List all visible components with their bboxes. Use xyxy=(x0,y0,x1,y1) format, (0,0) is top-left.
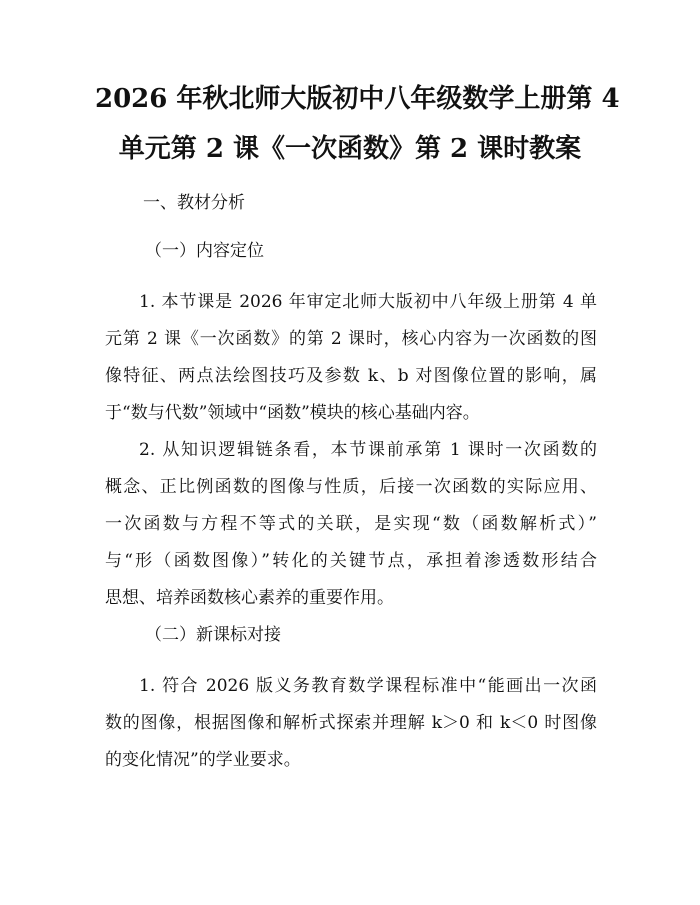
paragraph-line: 概念、正比例函数的图像与性质，后接一次函数的实际应用、 xyxy=(105,477,597,497)
paragraph-line: 1. 本节课是 2026 年审定北师大版初中八年级上册第 4 单 xyxy=(139,292,597,312)
section-heading: 一、教材分析 xyxy=(143,193,245,213)
paragraph-line: 数的图像，根据图像和解析式探索并理解 k＞0 和 k＜0 时图像 xyxy=(105,713,597,733)
paragraph-line: 于“数与代数”领域中“函数”模块的核心基础内容。 xyxy=(105,403,480,423)
subsection-heading-content-positioning: （一）内容定位 xyxy=(145,241,264,261)
paragraph-line: 1. 符合 2026 版义务教育数学课程标准中“能画出一次函 xyxy=(139,676,597,696)
paragraph-line: 像特征、两点法绘图技巧及参数 k、b 对图像位置的影响，属 xyxy=(105,366,597,386)
paragraph-line: 元第 2 课《一次函数》的第 2 课时，核心内容为一次函数的图 xyxy=(105,329,597,349)
paragraph-curriculum-alignment-1 xyxy=(105,668,597,779)
paragraph-content-positioning-1 xyxy=(105,284,597,432)
document-title-line-2: 单元第 2 课《一次函数》第 2 课时教案 xyxy=(118,134,582,164)
paragraph-line: 与“形（函数图像）”转化的关键节点，承担着渗透数形结合 xyxy=(105,551,597,571)
paragraph-content-positioning-2 xyxy=(105,432,597,617)
paragraph-line: 2. 从知识逻辑链条看，本节课前承第 1 课时一次函数的 xyxy=(139,440,597,460)
paragraph-line: 思想、培养函数核心素养的重要作用。 xyxy=(105,588,394,608)
paragraph-line: 一次函数与方程不等式的关联，是实现“数（函数解析式）” xyxy=(105,514,597,534)
subsection-heading-curriculum-alignment: （二）新课标对接 xyxy=(145,625,281,645)
paragraph-line: 的变化情况”的学业要求。 xyxy=(105,750,301,770)
document-title-line-1: 2026 年秋北师大版初中八年级数学上册第 4 xyxy=(95,84,620,114)
